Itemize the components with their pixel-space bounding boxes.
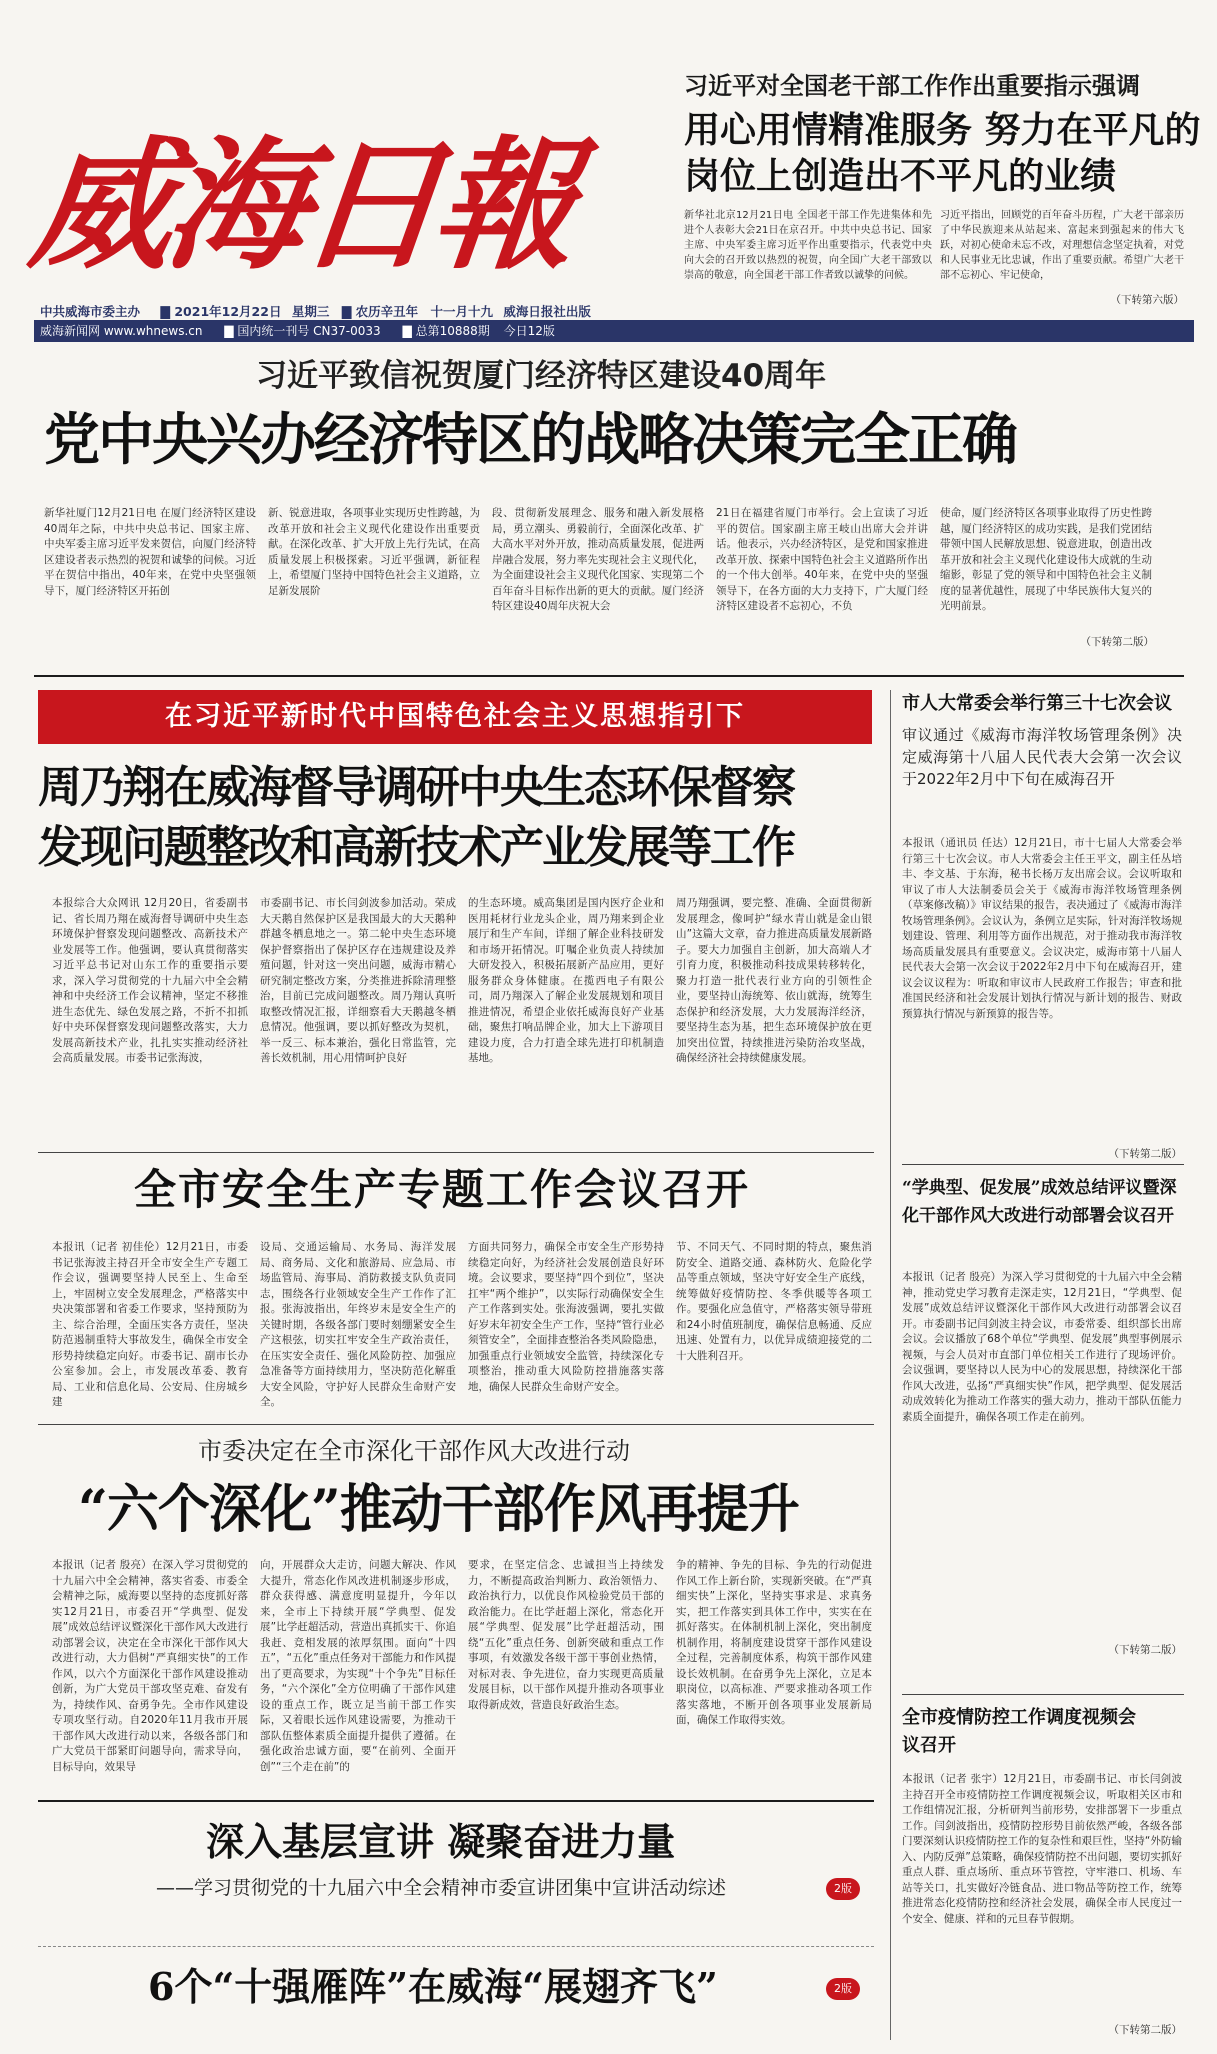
issue-date: 2021年12月22日 — [174, 304, 282, 319]
right-3-headline: 全市疫情防控工作调度视频会议召开 — [902, 1707, 1136, 1756]
page-count: 今日12版 — [503, 324, 555, 338]
cadre-col-2: 向，开展群众大走访，问题大解决、作风大提升，常态化作风改进机制逐步形成，群众获得感、满意度明显提升，今年以来，全市上下持续开展“学典型、促发展”比学赶超活动，营造出真抓实干、你追我赶、竞相发展的浓厚氛围。面向“十四五”，“五化”重点任务对干部能力和作风提出了更高要求，为实现“十个争先”目标任务，“六个深化”全方位明确了干部作风建设的重点工作，既立足当前干部工作实际，又着眼长远作风建设需要，为推动干部队伍整体素质全面提升提供了遵循。在强化政治忠诚方面，要“在前列、全面开创”“三个走在前”的 — [260, 1559, 456, 1773]
cadre-col-3: 要求，在坚定信念、忠诚担当上持续发力，不断提高政治判断力、政治领悟力、政治执行力，以优良作风检验党员干部的政治能力。在比学赶超上深化，常态化开展“学典型、促发展”比学赶超活动，围绕“五化”重点任务、创新突破和重点工作事项，有效激发各级干部干事创业热情，对标对表、争先进位，奋力实现更高质量发展目标，以干部作风提升推动各项事业取得新成效，营造良好政治生态。 — [468, 1559, 664, 1711]
right-1-headline: 市人大常委会举行第三十七次会议 — [902, 693, 1172, 714]
safety-col-2: 设局、交通运输局、水务局、海洋发展局、商务局、文化和旅游局、应急局、市场监管局、海事局、消防救援支队负责同志，围绕各行业领域安全生产工作作了汇报。张海波指出，年终岁末是安全生产的关键时期，各级各部门要时刻绷紧安全生产这根弦，切实扛牢安全生产政治责任，在压实安全责任、强化风险防控、加强应急准备等方面持续用力，坚决防范化解重大安全风险，守护好人民群众生命财产安全。 — [260, 1241, 456, 1408]
issn: 国内统一刊号 CN37-0033 — [237, 324, 381, 338]
divider — [38, 1152, 874, 1153]
footer-tease-2[interactable] — [38, 1954, 874, 2034]
right-3-body: 本报讯（记者 张宇）12月21日，市委副书记、市长闫剑波主持召开全市疫情防控工作调度视频会议，听取相关区市和工作组情况汇报，分析研判当前形势，安排部署下一步重点工作。闫剑波指出，疫情防控形势目前依然严峻，各级各部门要深刻认识疫情防控工作的复杂性和艰巨性，坚持“外防输入、内防反弹”总策略，确保疫情防控不出问题，要切实抓好重点人群、重点场所、重点环节管控，守牢港口、机场、车站等关口，扎实做好冷链食品、进口物品等防控工作，统筹推进常态化疫情防控和经济社会发展，确保全市人民度过一个安全、健康、祥和的元旦春节假期。 — [902, 1773, 1182, 1925]
weekday: 星期三 — [291, 304, 330, 319]
safety-headline: 全市安全生产专题工作会议召开 — [134, 1165, 751, 1214]
right-1-subhead: 审议通过《威海市海洋牧场管理条例》决定威海第十八届人民代表大会第一次会议于2022年2月中下旬在威海召开 — [902, 726, 1182, 788]
xiamen-headline: 党中央兴办经济特区的战略决策完全正确 — [44, 407, 1016, 473]
cadre-kicker: 市委决定在全市深化干部作风大改进行动 — [198, 1437, 630, 1465]
top-story-headline-2: 岗位上创造出不平凡的业绩 — [684, 155, 1117, 197]
divider — [38, 1800, 874, 1802]
safety-col-4: 节、不同天气、不同时期的特点，聚焦消防安全、道路交通、森林防火、危险化学品等重点领域，坚决守好安全生产底线，统筹做好疫情防控、冬季供暖等各项工作。要强化应急值守，严格落实领导带班和24小时值班制度，确保信息畅通、反应迅速、处置有力，以优异成绩迎接党的二十大胜利召开。 — [676, 1241, 872, 1362]
zhou-story[interactable] — [38, 758, 878, 1150]
xiamen-continued[interactable]: （下转第二版） — [1080, 636, 1154, 648]
zhou-col-4: 周乃翔强调，要完整、准确、全面贯彻新发展理念，像呵护“绿水青山就是金山银山”这篇大文章，奋力推进高质量发展新路子。要大力加强自主创新，加大高端人才引育力度，积极推动科技成果转移转化，聚力打造一批代表行业方向的引领性企业，要坚持山海统筹、依山就海，统筹生态保护和经济发展，大力发展海洋经济，要坚持生态为基，把生态环境保护放在更加突出位置，持续推进污染防治攻坚战，确保经济社会持续健康发展。 — [676, 897, 872, 1064]
masthead-title: 威海日報 — [23, 123, 577, 289]
top-story-col-1: 新华社北京12月21日电 全国老干部工作先进集体和先进个人表彰大会21日在京召开。中共中央总书记、国家主席、中央军委主席习近平作出重要指示，代表党中央向大会的召开致以热烈的祝贺，向全国广大老干部致以崇高的敬意，向全国老干部工作者致以诚挚的问候。 — [684, 210, 932, 281]
sponsor: 中共威海市委主办 — [40, 304, 141, 319]
xiamen-col-3: 段、贯彻新发展理念、服务和融入新发展格局，勇立潮头、勇毅前行，全面深化改革、扩大高水平对外开放，推动高质量发展，促进两岸融合发展，努力率先实现社会主义现代化，为全面建设社会主义现代化国家、实现第二个百年奋斗目标作出新的更大的贡献。厦门经济特区建设40周年庆祝大会 — [492, 507, 704, 612]
safety-col-3: 方面共同努力，确保全市安全生产形势持续稳定向好，为经济社会发展创造良好环境。会议要求，要坚持“四个到位”，坚决扛牢“两个维护”，以实际行动确保安全生产工作落到实处。张海波强调，要扎实做好岁末年初安全生产工作，坚持“管行业必须管安全”，全面排查整治各类风险隐患，加强重点行业领域安全监管，持续深化专项整治，推动重大风险防控措施落实落地，确保人民群众生命财产安全。 — [468, 1241, 664, 1393]
divider — [902, 1694, 1184, 1695]
tease-1-page-badge[interactable]: 2版 — [826, 1878, 860, 1900]
tease-2-headline: 6个“十强雁阵”在威海“展翅齐飞” — [148, 1964, 718, 2009]
masthead-meta-row: 中共威海市委主办 ▇ 2021年12月22日 星期三 ▇ 农历辛丑年 十一月十九 威海日报社出版 — [40, 304, 591, 319]
xiamen-col-5: 使命，厦门经济特区各项事业取得了历史性跨越，厦门经济特区的成功实践，是我们党团结带领中国人民解放思想、锐意进取，创造出改革开放和社会主义现代化建设伟大成就的生动缩影，彰显了党的领导和中国特色社会主义制度的显著优越性，展现了中华民族伟大复兴的光明前景。 — [940, 507, 1152, 612]
tease-1-subtitle: ——学习贯彻党的十九届六中全会精神市委宣讲团集中宣讲活动综述 — [156, 1877, 727, 1899]
right-story-3[interactable] — [902, 1704, 1186, 2044]
xiamen-col-4: 21日在福建省厦门市举行。会上宣读了习近平的贺信。国家副主席王岐山出席大会并讲话。他表示，兴办经济特区，是党和国家推进改革开放、探索中国特色社会主义道路所作出的一个伟大创举。40年来，在党中央的坚强领导下，在各方面的大力支持下，广大厦门经济特区建设者不忘初心，不负 — [716, 507, 928, 612]
right-2-continued[interactable]: （下转第二版） — [1108, 1644, 1182, 1656]
top-story-headline-1: 用心用情精准服务 努力在平凡的 — [684, 109, 1201, 151]
top-story-kicker: 习近平对全国老干部工作作出重要指示强调 — [684, 72, 1140, 100]
divider — [38, 1424, 874, 1425]
tease-2-page-badge[interactable]: 2版 — [826, 1978, 860, 2000]
right-3-continued[interactable]: （下转第二版） — [1108, 2024, 1182, 2036]
right-2-headline: “学典型、促发展”成效总结评议暨深化干部作风大改进行动部署会议召开 — [902, 1178, 1177, 1226]
xiamen-col-2: 新、锐意进取，各项事业实现历史性跨越，为改革开放和社会主义现代化建设作出重要贡献。在深化改革、扩大开放上先行先试，在高质量发展上积极探索。习近平强调，新征程上，希望厦门坚持中国特色社会主义道路，立足新发展阶 — [268, 507, 480, 597]
divider — [902, 1164, 1184, 1165]
zhou-col-3: 的生态环境。威高集团是国内医疗企业和医用耗材行业龙头企业，周乃翔来到企业展厅和生产车间，详细了解企业科技研发和市场开拓情况。叮嘱企业负责人持续加大研发投入，积极拓展新产品应用，更好服务群众身体健康。在揽西电子有限公司，周乃翔深入了解企业发展规划和项目推进情况，希望企业依托威海良好产业基础，聚焦打响品牌企业，加大上下游项目建设力度，合力打造全球先进打印机制造基地。 — [468, 897, 664, 1064]
xiamen-kicker: 习近平致信祝贺厦门经济特区建设40周年 — [256, 358, 827, 394]
issue-number: 总第10888期 — [415, 324, 490, 338]
xiamen-col-1: 新华社厦门12月21日电 在厦门经济特区建设40周年之际，中共中央总书记、国家主席、中央军委主席习近平发来贺信，向厦门经济特区建设者表示热烈的祝贺和诚挚的问候。习近平在贺信中指出，40年来，在党中央坚强领导下，厦门经济特区开拓创 — [44, 507, 256, 597]
masthead-meta-bar: 威海新闻网 www.whnews.cn ▇ 国内统一刊号 CN37-0033 ▇ 总第10888期 今日12版 — [34, 320, 1194, 342]
right-1-continued[interactable]: （下转第二版） — [1108, 1148, 1182, 1160]
lunar-day: 十一月十九 — [430, 304, 494, 319]
right-1-body: 本报讯（通讯员 任达）12月21日，市十七届人大常委会举行第三十七次会议。市人大常委会主任王平文，副主任丛培丰、李文基、于东海，秘书长杨万友出席会议。会议听取和审议了市人大法制委员会关于《威海市海洋牧场管理条例（草案修改稿）》审议结果的报告，表决通过了《威海市海洋牧场管理条例》。会议认为，条例立足实际，针对海洋牧场规划建设、管理、利用等方面作出规范，对于推动我市海洋牧场高质量发展具有重要意义。会议决定，威海市第十八届人民代表大会第一次会议于2022年2月中下旬在威海召开，建议会议议程为：听取和审议市人民政府工作报告；审查和批准国民经济和社会发展计划执行情况与新计划的报告、财政预算执行情况与新预算的报告等。 — [902, 837, 1182, 1020]
top-story[interactable] — [644, 14, 1201, 314]
top-story-continued[interactable]: （下转第六版） — [1110, 294, 1184, 306]
right-story-1[interactable] — [902, 690, 1186, 1160]
tease-1-headline: 深入基层宣讲 凝聚奋进力量 — [206, 1819, 676, 1864]
zhou-headline-2: 发现问题整改和高新技术产业发展等工作 — [38, 822, 794, 873]
lunar-year: 农历辛丑年 — [355, 304, 419, 319]
safety-story[interactable] — [38, 1160, 878, 1422]
cadre-col-1: 本报讯（记者 殷亮）在深入学习贯彻党的十九届六中全会精神，落实省委、市委全会精神之际，威海要以坚持的态度抓好落实12月21日，市委召开“学典型、促发展”成效总结评议暨深化干部作风大改进行动部署会议，决定在全市深化干部作风大改进行动，大力倡树“严真细实快”的工作作风，以六个方面深化干部作风建设推动创新，为广大党员干部攻坚克难、奋发有为，持续作风、奋勇争先。全市作风建设专项攻坚行动。自2020年11月我市开展干部作风大改进行动以来，各级各部门和广大党员干部紧盯问题导向，需求导向，目标导向，效果导 — [52, 1559, 248, 1773]
zhou-col-1: 本报综合大众网讯 12月20日，省委副书记、省长周乃翔在威海督导调研中央生态环境保护督察发现问题整改、高新技术产业发展等工作。他强调，要认真贯彻落实习近平总书记对山东工作的重要指示要求，深入学习贯彻党的十九届六中全会精神和中央经济工作会议精神，坚定不移推进生态优先、绿色发展之路，不折不扣抓好中央环保督察发现问题整改落实，大力发展高新技术产业，扎扎实实推动经济社会高质量发展。市委书记张海波， — [52, 897, 248, 1064]
cadre-col-4: 争的精神、争先的目标、争先的行动促进作风工作上新台阶，实现新突破。在“严真细实快”上深化，坚持实事求是、求真务实，把工作落实到具体工作中，实实在在抓好落实。在体制机制上深化，突出制度机制作用，将制度建设贯穿干部作风建设全过程，完善制度体系，构筑干部作风建设长效机制。在奋勇争先上深化，立足本职岗位，以高标准、严要求推动各项工作落实落地，不断开创各项事业发展新局面，确保工作取得实效。 — [676, 1559, 872, 1726]
right-2-body: 本报讯（记者 殷亮）为深入学习贯彻党的十九届六中全会精神，推动党史学习教育走深走实，12月21日，“学典型、促发展”成效总结评议暨深化干部作风大改进行动部署会议召开。市委副书记闫剑波主持会议，市委常委、组织部长出席会议。会议播放了68个单位“学典型、促发展”典型事例展示视频，与会人员对市直部门单位相关工作进行了现场评价。会议强调，要坚持以人民为中心的发展思想，持续深化干部作风大改进，弘扬“严真细实快”作风，把学典型、促发展活动成效转化为推动工作落实的强大动力，推动干部队伍能力素质全面提升，确保各项工作走在前列。 — [902, 1271, 1182, 1423]
cadre-story[interactable] — [38, 1434, 878, 1794]
section-banner-text: 在习近平新时代中国特色社会主义思想指引下 — [165, 701, 745, 732]
masthead — [23, 14, 1201, 338]
column-rule — [890, 690, 891, 2040]
divider — [34, 675, 1184, 677]
xiamen-story[interactable] — [34, 356, 1184, 672]
safety-col-1: 本报讯（记者 初佳伦）12月21日，市委书记张海波主持召开全市安全生产专题工作会议，强调要坚持人民至上、生命至上，牢固树立安全发展理念，严格落实中央决策部署和省委工作要求，坚持预防为主、综合治理，全面压实各方责任，坚决防范遏制重特大事故发生，确保全市安全形势持续稳定向好。市委书记、副市长办公室参加。会上，市发展改革委、教育局、工业和信息化局、公安局、住房城乡建 — [52, 1241, 248, 1408]
cadre-headline: “六个深化”推动干部作风再提升 — [78, 1479, 799, 1540]
zhou-col-2: 市委副书记、市长闫剑波参加活动。荣成大天鹅自然保护区是我国最大的大天鹅种群越冬栖息地之一。第二轮中央生态环境保护督察指出了保护区存在违规建设及养殖问题，针对这一突出问题，威海市精心研究制定整改方案，分类推进拆除清理整治，目前已完成问题整改。周乃翔认真听取整改情况汇报，详细察看大天鹅越冬栖息情况。他强调，要以抓好整改为契机，举一反三、标本兼治，强化日常监管，完善长效机制，用心用情呵护良好 — [260, 897, 456, 1064]
footer-tease-1[interactable] — [38, 1808, 874, 1938]
website[interactable]: 威海新闻网 www.whnews.cn — [40, 324, 203, 338]
right-story-2[interactable] — [902, 1174, 1186, 1690]
zhou-headline-1: 周乃翔在威海督导调研中央生态环保督察 — [38, 762, 794, 813]
publisher: 威海日报社出版 — [503, 304, 591, 319]
divider — [38, 1946, 874, 1947]
section-banner — [38, 690, 872, 744]
top-story-col-2: 习近平指出，回顾党的百年奋斗历程，广大老干部亲历了中华民族迎来从站起来、富起来到强起来的伟大飞跃，对初心使命未忘不改，对理想信念坚定执着，对党和人民事业无比忠诚，作出了重要贡献。希望广大老干部不忘初心、牢记使命， — [940, 210, 1184, 281]
